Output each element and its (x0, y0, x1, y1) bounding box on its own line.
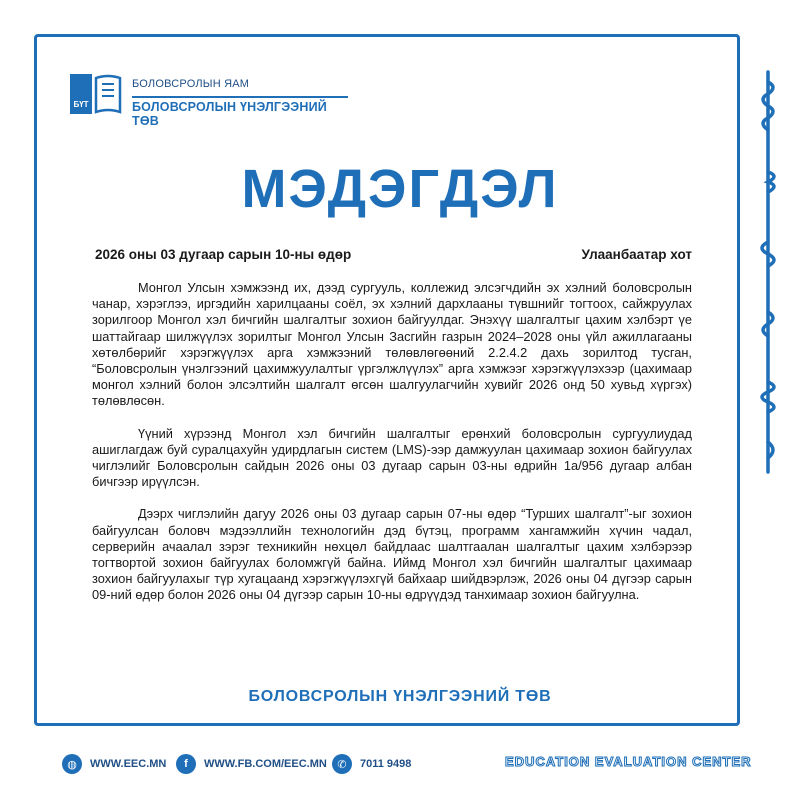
mongolian-script-decoration-icon (748, 62, 788, 482)
logo-emblem-icon (68, 72, 124, 116)
phone-icon: ✆ (332, 754, 352, 774)
paragraph-2: Үүний хүрээнд Монгол хэл бичгийн шалгалтыг ерөнхий боловсролын сургуулиудад ашиглагдаж буй суралцахуйн удирдлагын систем (LMS)-ээр дамжуулан цахимаар зохион байгуулах чиглэлийг Боловсролын сайдын 2026 оны 03 дугаар сарын 03-ны өдрийн 1а/956 дугаар албан бичгээр ирүүлсэн. (92, 425, 692, 490)
document-date: 2026 оны 03 дугаар сарын 10-ны өдөр (95, 247, 352, 262)
center-name: БОЛОВСРОЛЫН ҮНЭЛГЭЭНИЙ ТӨВ (132, 96, 348, 128)
signature-organization: БОЛОВСРОЛЫН ҮНЭЛГЭЭНИЙ ТӨВ (248, 688, 552, 705)
footer-tagline: EDUCATION EVALUATION CENTER (505, 754, 752, 769)
document-body (92, 280, 692, 620)
paragraph-1: Монгол Улсын хэмжээнд их, дээд сургууль, коллежид элсэгчдийн эх хэлний боловсролын чанар, хэрэглээ, иргэдийн харилцааны соёл, эх хэлний дархлааны түвшнийг тогтоох, сайжруулах зорилгоор Монгол хэл бичгийн шалгалтыг зохион байгуулдаг. Энэхүү шалгалтыг цахим хэлбэрт үе шаттайгаар шилжүүлэх зорилтыг Монгол Улсын Засгийн газрын 2024–2028 оны үйл ажиллагааны хөтөлбөрийг хэрэгжүүлэх арга хэмжээний төлөвлөгөөний 2.2.4.2 дахь зорилтод тусган, “Боловсролын үнэлгээний цахимжуулалтыг үргэлжлүүлэх” арга хэмжээг хэрэгжүүлэхээр (цахимаар монгол хэлний болон элсэлтийн шалгалт өгсөн шалгуулагчийн хувийг 2026 онд 50 хувьд хүргэх) төлөвлөсөн. (92, 280, 692, 409)
globe-icon: ◍ (62, 754, 82, 774)
document-title: МЭДЭГДЭЛ (241, 159, 559, 219)
phone-number[interactable]: 7011 9498 (360, 758, 412, 770)
organization-logo-block (68, 72, 348, 128)
footer-website[interactable] (62, 754, 166, 774)
facebook-icon: f (176, 754, 196, 774)
footer (0, 748, 800, 788)
logo-text: БҮТ (73, 100, 89, 109)
ministry-name: БОЛОВСРОЛЫН ЯАМ (132, 78, 250, 90)
website-link[interactable]: WWW.EEC.MN (90, 758, 167, 770)
document-city: Улаанбаатар хот (581, 247, 692, 262)
paragraph-3: Дээрх чиглэлийн дагуу 2026 оны 03 дугаар сарын 07-ны өдөр “Турших шалгалт”-ыг зохион байгуулсан боловч мэдээллийн технологийн дэд бүтэц, программ хангамжийн хүчин чадал, серверийн ачаалал зэрэг техникийн нөхцөл байдлаас шалтгаалан шалгалтыг цахим хэлбэрээр тогтвортой зохион байгуулах боломжгүй байна. Иймд Монгол хэл бичгийн шалгалтыг цахимаар зохион байгуулахыг түр хугацаанд хэрэгжүүлэхгүй байхаар шийдвэрлэж, 2026 оны 04 дүгээр сарын 09-ний өдөр болон 2026 оны 04 дүгээр сарын 10-ны өдрүүдэд танхимаар зохион байгуулна. (92, 506, 692, 603)
footer-facebook[interactable] (176, 754, 327, 774)
footer-phone[interactable] (332, 754, 411, 774)
facebook-link[interactable]: WWW.FB.COM/EEC.MN (204, 758, 327, 770)
